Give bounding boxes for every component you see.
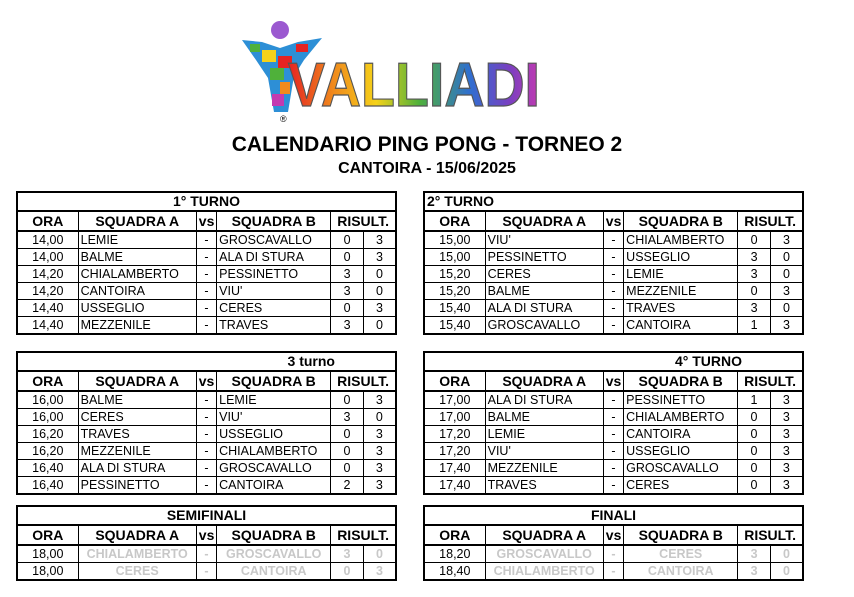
- team-a: VIU': [485, 231, 603, 249]
- vs-dash: -: [196, 409, 216, 426]
- score-b: 3: [363, 391, 396, 409]
- score-b: 3: [770, 317, 803, 335]
- team-b: LEMIE: [624, 266, 738, 283]
- vs-dash: -: [196, 460, 216, 477]
- table-row: [424, 443, 803, 460]
- table-row: [17, 317, 396, 335]
- logo-text: VALLIADI: [288, 51, 540, 120]
- team-a: CHIALAMBERTO: [78, 545, 196, 563]
- table-row: [17, 443, 396, 460]
- team-b: CHIALAMBERTO: [624, 409, 738, 426]
- score-a: 1: [738, 317, 771, 335]
- col-header-risult: RISULT.: [331, 371, 396, 391]
- col-header-risult: RISULT.: [738, 371, 803, 391]
- table-title: 4° TURNO: [424, 352, 803, 371]
- table-row: [17, 249, 396, 266]
- score-a: 0: [331, 426, 364, 443]
- score-b: 0: [363, 317, 396, 335]
- score-b: 3: [770, 426, 803, 443]
- match-time: 18,00: [17, 545, 78, 563]
- col-header-risult: RISULT.: [331, 525, 396, 545]
- score-a: 0: [331, 231, 364, 249]
- col-header-risult: RISULT.: [738, 525, 803, 545]
- vs-dash: -: [603, 563, 623, 581]
- match-table: [423, 351, 804, 495]
- match-time: 17,40: [424, 460, 485, 477]
- match-time: 16,00: [17, 391, 78, 409]
- table-title: SEMIFINALI: [17, 506, 396, 525]
- match-table: [423, 505, 804, 581]
- col-header-squadra-a: SQUADRA A: [485, 371, 603, 391]
- vs-dash: -: [196, 477, 216, 495]
- team-a: LEMIE: [485, 426, 603, 443]
- match-time: 15,20: [424, 266, 485, 283]
- team-a: LEMIE: [78, 231, 196, 249]
- score-a: 0: [738, 443, 771, 460]
- col-header-squadra-b: SQUADRA B: [217, 525, 331, 545]
- vs-dash: -: [603, 443, 623, 460]
- score-a: 2: [331, 477, 364, 495]
- match-time: 17,20: [424, 426, 485, 443]
- logo-registered: ®: [280, 114, 287, 124]
- match-time: 17,00: [424, 409, 485, 426]
- col-header-ora: ORA: [424, 371, 485, 391]
- table-row: [424, 460, 803, 477]
- team-b: USSEGLIO: [217, 426, 331, 443]
- vs-dash: -: [196, 563, 216, 581]
- team-a: CERES: [78, 563, 196, 581]
- table-row: [424, 391, 803, 409]
- team-b: CANTOIRA: [217, 477, 331, 495]
- table-row: [424, 409, 803, 426]
- vs-dash: -: [196, 231, 216, 249]
- match-time: 15,40: [424, 300, 485, 317]
- match-time: 18,00: [17, 563, 78, 581]
- score-b: 0: [363, 545, 396, 563]
- table-row: [424, 477, 803, 495]
- match-time: 15,20: [424, 283, 485, 300]
- score-a: 3: [331, 283, 364, 300]
- team-a: CERES: [78, 409, 196, 426]
- col-header-vs: vs: [603, 211, 623, 231]
- vs-dash: -: [196, 266, 216, 283]
- vs-dash: -: [196, 249, 216, 266]
- col-header-ora: ORA: [17, 525, 78, 545]
- match-time: 15,00: [424, 231, 485, 249]
- vs-dash: -: [196, 426, 216, 443]
- col-header-vs: vs: [603, 371, 623, 391]
- team-b: PESSINETTO: [624, 391, 738, 409]
- table-row: [17, 426, 396, 443]
- table-row: [424, 545, 803, 563]
- match-time: 16,40: [17, 460, 78, 477]
- col-header-squadra-b: SQUADRA B: [624, 371, 738, 391]
- team-a: ALA DI STURA: [78, 460, 196, 477]
- team-b: GROSCAVALLO: [217, 460, 331, 477]
- team-a: BALME: [78, 249, 196, 266]
- score-b: 0: [770, 266, 803, 283]
- score-b: 0: [770, 300, 803, 317]
- match-time: 15,40: [424, 317, 485, 335]
- vs-dash: -: [196, 443, 216, 460]
- vs-dash: -: [196, 545, 216, 563]
- team-a: TRAVES: [78, 426, 196, 443]
- col-header-squadra-a: SQUADRA A: [78, 371, 196, 391]
- table-row: [424, 266, 803, 283]
- score-b: 0: [363, 283, 396, 300]
- score-a: 0: [331, 460, 364, 477]
- team-b: CANTOIRA: [624, 563, 738, 581]
- match-time: 18,40: [424, 563, 485, 581]
- vs-dash: -: [196, 283, 216, 300]
- col-header-ora: ORA: [17, 211, 78, 231]
- vs-dash: -: [603, 426, 623, 443]
- score-a: 3: [331, 409, 364, 426]
- score-b: 3: [770, 409, 803, 426]
- team-b: CERES: [624, 545, 738, 563]
- vs-dash: -: [196, 300, 216, 317]
- score-b: 3: [363, 231, 396, 249]
- team-b: GROSCAVALLO: [217, 231, 331, 249]
- vs-dash: -: [603, 545, 623, 563]
- match-time: 17,20: [424, 443, 485, 460]
- team-a: PESSINETTO: [78, 477, 196, 495]
- team-b: TRAVES: [217, 317, 331, 335]
- score-a: 0: [331, 443, 364, 460]
- table-row: [424, 283, 803, 300]
- team-b: VIU': [217, 409, 331, 426]
- team-b: CHIALAMBERTO: [624, 231, 738, 249]
- score-b: 3: [770, 460, 803, 477]
- vs-dash: -: [603, 460, 623, 477]
- score-a: 0: [738, 460, 771, 477]
- table-row: [424, 563, 803, 581]
- table-row: [17, 300, 396, 317]
- vs-dash: -: [603, 409, 623, 426]
- match-time: 16,40: [17, 477, 78, 495]
- match-time: 14,40: [17, 317, 78, 335]
- table-row: [17, 545, 396, 563]
- score-a: 3: [738, 249, 771, 266]
- vs-dash: -: [196, 391, 216, 409]
- table-row: [17, 266, 396, 283]
- match-table: [16, 351, 397, 495]
- page-subtitle: CANTOIRA - 15/06/2025: [338, 160, 516, 177]
- table-title: 1° TURNO: [17, 192, 396, 211]
- match-time: 16,20: [17, 426, 78, 443]
- col-header-ora: ORA: [424, 525, 485, 545]
- team-b: ALA DI STURA: [217, 249, 331, 266]
- col-header-squadra-a: SQUADRA A: [78, 525, 196, 545]
- team-a: VIU': [485, 443, 603, 460]
- table-row: [424, 249, 803, 266]
- vs-dash: -: [603, 477, 623, 495]
- team-b: CHIALAMBERTO: [217, 443, 331, 460]
- table-row: [424, 317, 803, 335]
- table-row: [424, 426, 803, 443]
- score-a: 3: [738, 300, 771, 317]
- score-b: 3: [770, 231, 803, 249]
- table-row: [17, 563, 396, 581]
- score-a: 3: [331, 317, 364, 335]
- score-b: 0: [770, 545, 803, 563]
- col-header-squadra-b: SQUADRA B: [624, 525, 738, 545]
- score-a: 0: [738, 409, 771, 426]
- score-a: 0: [738, 426, 771, 443]
- match-time: 14,00: [17, 231, 78, 249]
- team-a: BALME: [78, 391, 196, 409]
- vs-dash: -: [603, 300, 623, 317]
- score-a: 1: [738, 391, 771, 409]
- team-a: BALME: [485, 409, 603, 426]
- team-b: USSEGLIO: [624, 443, 738, 460]
- col-header-squadra-a: SQUADRA A: [78, 211, 196, 231]
- score-b: 3: [770, 283, 803, 300]
- team-b: MEZZENILE: [624, 283, 738, 300]
- match-table: [423, 191, 804, 335]
- match-table: [16, 191, 397, 335]
- team-a: USSEGLIO: [78, 300, 196, 317]
- match-time: 14,20: [17, 266, 78, 283]
- vs-dash: -: [603, 391, 623, 409]
- col-header-vs: vs: [196, 211, 216, 231]
- score-b: 3: [363, 477, 396, 495]
- vs-dash: -: [603, 283, 623, 300]
- score-b: 0: [770, 249, 803, 266]
- score-a: 3: [331, 266, 364, 283]
- match-table: [16, 505, 397, 581]
- match-time: 14,00: [17, 249, 78, 266]
- team-a: CHIALAMBERTO: [485, 563, 603, 581]
- table-row: [17, 391, 396, 409]
- table-title: 2° TURNO: [424, 192, 803, 211]
- team-a: MEZZENILE: [78, 443, 196, 460]
- team-a: BALME: [485, 283, 603, 300]
- score-b: 3: [363, 249, 396, 266]
- score-a: 0: [331, 563, 364, 581]
- score-b: 3: [770, 477, 803, 495]
- team-b: LEMIE: [217, 391, 331, 409]
- vs-dash: -: [196, 317, 216, 335]
- col-header-risult: RISULT.: [738, 211, 803, 231]
- match-time: 14,20: [17, 283, 78, 300]
- score-a: 0: [331, 300, 364, 317]
- col-header-risult: RISULT.: [331, 211, 396, 231]
- team-b: PESSINETTO: [217, 266, 331, 283]
- team-b: CANTOIRA: [624, 426, 738, 443]
- match-time: 17,00: [424, 391, 485, 409]
- col-header-squadra-a: SQUADRA A: [485, 525, 603, 545]
- team-b: CERES: [217, 300, 331, 317]
- score-a: 0: [331, 249, 364, 266]
- team-b: GROSCAVALLO: [624, 460, 738, 477]
- col-header-ora: ORA: [424, 211, 485, 231]
- match-time: 16,20: [17, 443, 78, 460]
- score-b: 3: [770, 443, 803, 460]
- score-b: 3: [770, 391, 803, 409]
- score-b: 3: [363, 563, 396, 581]
- score-b: 3: [363, 426, 396, 443]
- table-row: [17, 283, 396, 300]
- col-header-squadra-b: SQUADRA B: [217, 371, 331, 391]
- team-b: CANTOIRA: [217, 563, 331, 581]
- team-a: ALA DI STURA: [485, 391, 603, 409]
- score-a: 3: [738, 545, 771, 563]
- team-a: CERES: [485, 266, 603, 283]
- page-title: CALENDARIO PING PONG - TORNEO 2: [231, 133, 623, 156]
- table-title: 3 turno: [17, 352, 396, 371]
- team-a: PESSINETTO: [485, 249, 603, 266]
- team-b: USSEGLIO: [624, 249, 738, 266]
- score-b: 0: [363, 409, 396, 426]
- col-header-squadra-b: SQUADRA B: [217, 211, 331, 231]
- score-a: 3: [738, 266, 771, 283]
- col-header-vs: vs: [603, 525, 623, 545]
- table-row: [17, 231, 396, 249]
- team-a: GROSCAVALLO: [485, 317, 603, 335]
- team-a: GROSCAVALLO: [485, 545, 603, 563]
- col-header-vs: vs: [196, 525, 216, 545]
- score-a: 0: [738, 477, 771, 495]
- table-row: [17, 477, 396, 495]
- score-b: 0: [363, 266, 396, 283]
- team-b: GROSCAVALLO: [217, 545, 331, 563]
- match-time: 18,20: [424, 545, 485, 563]
- team-b: CERES: [624, 477, 738, 495]
- team-a: MEZZENILE: [485, 460, 603, 477]
- team-a: ALA DI STURA: [485, 300, 603, 317]
- team-a: CHIALAMBERTO: [78, 266, 196, 283]
- score-b: 3: [363, 443, 396, 460]
- team-a: CANTOIRA: [78, 283, 196, 300]
- table-row: [424, 231, 803, 249]
- score-a: 3: [738, 563, 771, 581]
- score-a: 0: [738, 283, 771, 300]
- col-header-ora: ORA: [17, 371, 78, 391]
- vs-dash: -: [603, 249, 623, 266]
- table-row: [17, 409, 396, 426]
- col-header-squadra-a: SQUADRA A: [485, 211, 603, 231]
- match-time: 14,40: [17, 300, 78, 317]
- table-row: [424, 300, 803, 317]
- valliadi-logo: [232, 20, 552, 124]
- team-b: VIU': [217, 283, 331, 300]
- vs-dash: -: [603, 231, 623, 249]
- match-time: 15,00: [424, 249, 485, 266]
- score-b: 0: [770, 563, 803, 581]
- team-b: TRAVES: [624, 300, 738, 317]
- score-a: 3: [331, 545, 364, 563]
- team-a: MEZZENILE: [78, 317, 196, 335]
- vs-dash: -: [603, 317, 623, 335]
- score-b: 3: [363, 300, 396, 317]
- match-time: 16,00: [17, 409, 78, 426]
- team-a: TRAVES: [485, 477, 603, 495]
- col-header-vs: vs: [196, 371, 216, 391]
- table-title: FINALI: [424, 506, 803, 525]
- team-b: CANTOIRA: [624, 317, 738, 335]
- table-row: [17, 460, 396, 477]
- score-a: 0: [331, 391, 364, 409]
- score-a: 0: [738, 231, 771, 249]
- match-time: 17,40: [424, 477, 485, 495]
- col-header-squadra-b: SQUADRA B: [624, 211, 738, 231]
- score-b: 3: [363, 460, 396, 477]
- vs-dash: -: [603, 266, 623, 283]
